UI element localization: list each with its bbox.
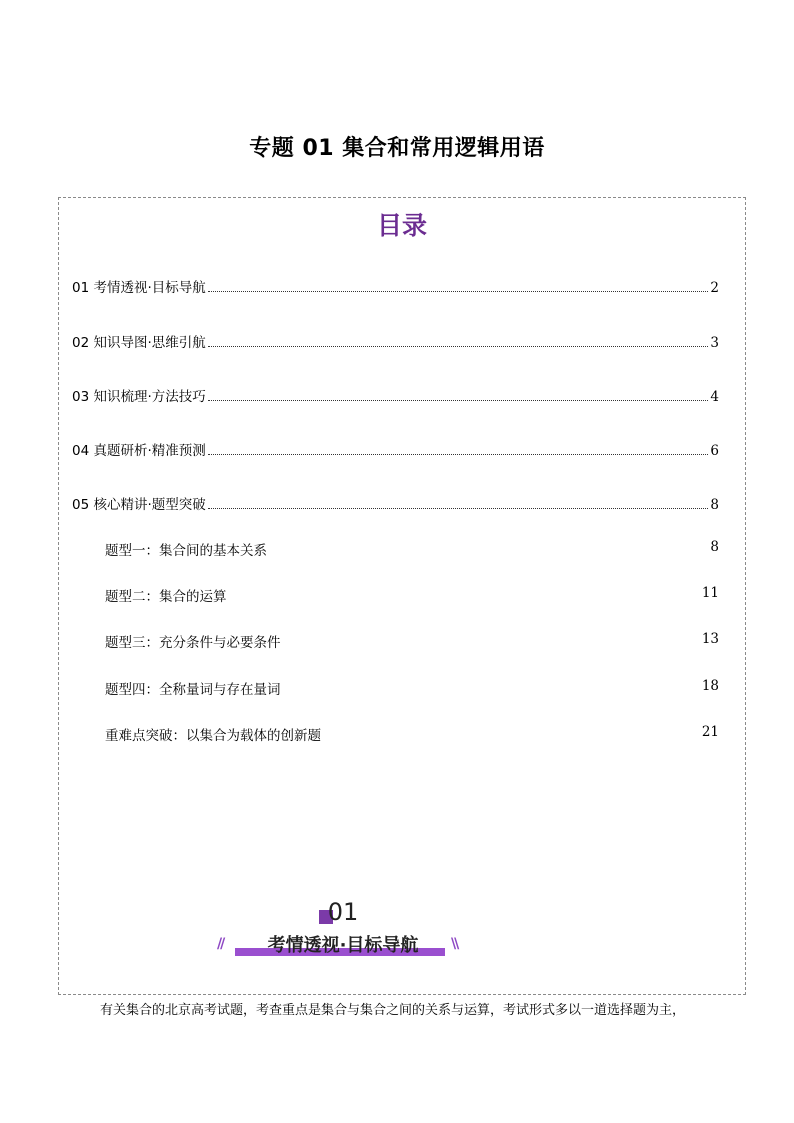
- document-title: 专题 01 集合和常用逻辑用语: [249, 136, 545, 161]
- section-title: 考情透视·目标导航: [267, 935, 419, 956]
- toc-leader-dots: [208, 507, 709, 509]
- toc-entry[interactable]: [72, 439, 719, 459]
- toc-subentry[interactable]: [105, 585, 719, 605]
- toc-subentry-label: 题型四：全称量词与存在量词: [105, 682, 281, 698]
- section-badge: [217, 898, 463, 968]
- right-slash-decoration: \\: [451, 936, 458, 952]
- toc-entry-label: 02 知识导图·思维引航: [72, 335, 206, 351]
- toc-entry[interactable]: [72, 331, 719, 351]
- toc-subentry-label: 题型二：集合的运算: [105, 589, 227, 605]
- toc-leader-dots: [208, 345, 709, 347]
- toc-subentry-label: 题型一：集合间的基本关系: [105, 543, 267, 559]
- toc-heading: 目录: [376, 211, 427, 240]
- toc-subentry-page: 13: [701, 631, 719, 647]
- toc-entry-page: 2: [710, 280, 719, 296]
- toc-leader-dots: [208, 290, 709, 292]
- intro-paragraph: 有关集合的北京高考试题，考查重点是集合与集合之间的关系与运算，考试形式多以一道选择题为主，: [100, 1003, 686, 1018]
- toc-entry[interactable]: [72, 276, 719, 296]
- toc-subentry-page: 18: [701, 678, 719, 694]
- toc-entry-label: 03 知识梳理·方法技巧: [72, 389, 206, 405]
- toc-subentry-page: 11: [701, 585, 719, 601]
- toc-leader-dots: [208, 399, 709, 401]
- left-slash-decoration: //: [217, 936, 224, 952]
- toc-subentry-label: 重难点突破：以集合为载体的创新题: [105, 728, 321, 744]
- toc-entry[interactable]: [72, 385, 719, 405]
- toc-entry-page: 4: [710, 389, 719, 405]
- toc-entry-label: 04 真题研析·精准预测: [72, 443, 206, 459]
- toc-entry-label: 01 考情透视·目标导航: [72, 280, 206, 296]
- toc-entry-page: 3: [710, 335, 719, 351]
- toc-entry-page: 8: [710, 497, 719, 513]
- toc-subentry[interactable]: [105, 539, 719, 559]
- toc-subentry[interactable]: [105, 678, 719, 698]
- toc-entry-page: 6: [710, 443, 719, 459]
- toc-subentry[interactable]: [105, 631, 719, 651]
- section-number: 01: [327, 898, 359, 926]
- toc-entry[interactable]: [72, 493, 719, 513]
- toc-subentry[interactable]: [105, 724, 719, 744]
- toc-subentry-page: 21: [701, 724, 719, 740]
- toc-leader-dots: [208, 453, 709, 455]
- toc-subentry-label: 题型三：充分条件与必要条件: [105, 635, 281, 651]
- toc-subentry-page: 8: [710, 539, 719, 555]
- toc-entry-label: 05 核心精讲·题型突破: [72, 497, 206, 513]
- table-of-contents: [58, 197, 746, 995]
